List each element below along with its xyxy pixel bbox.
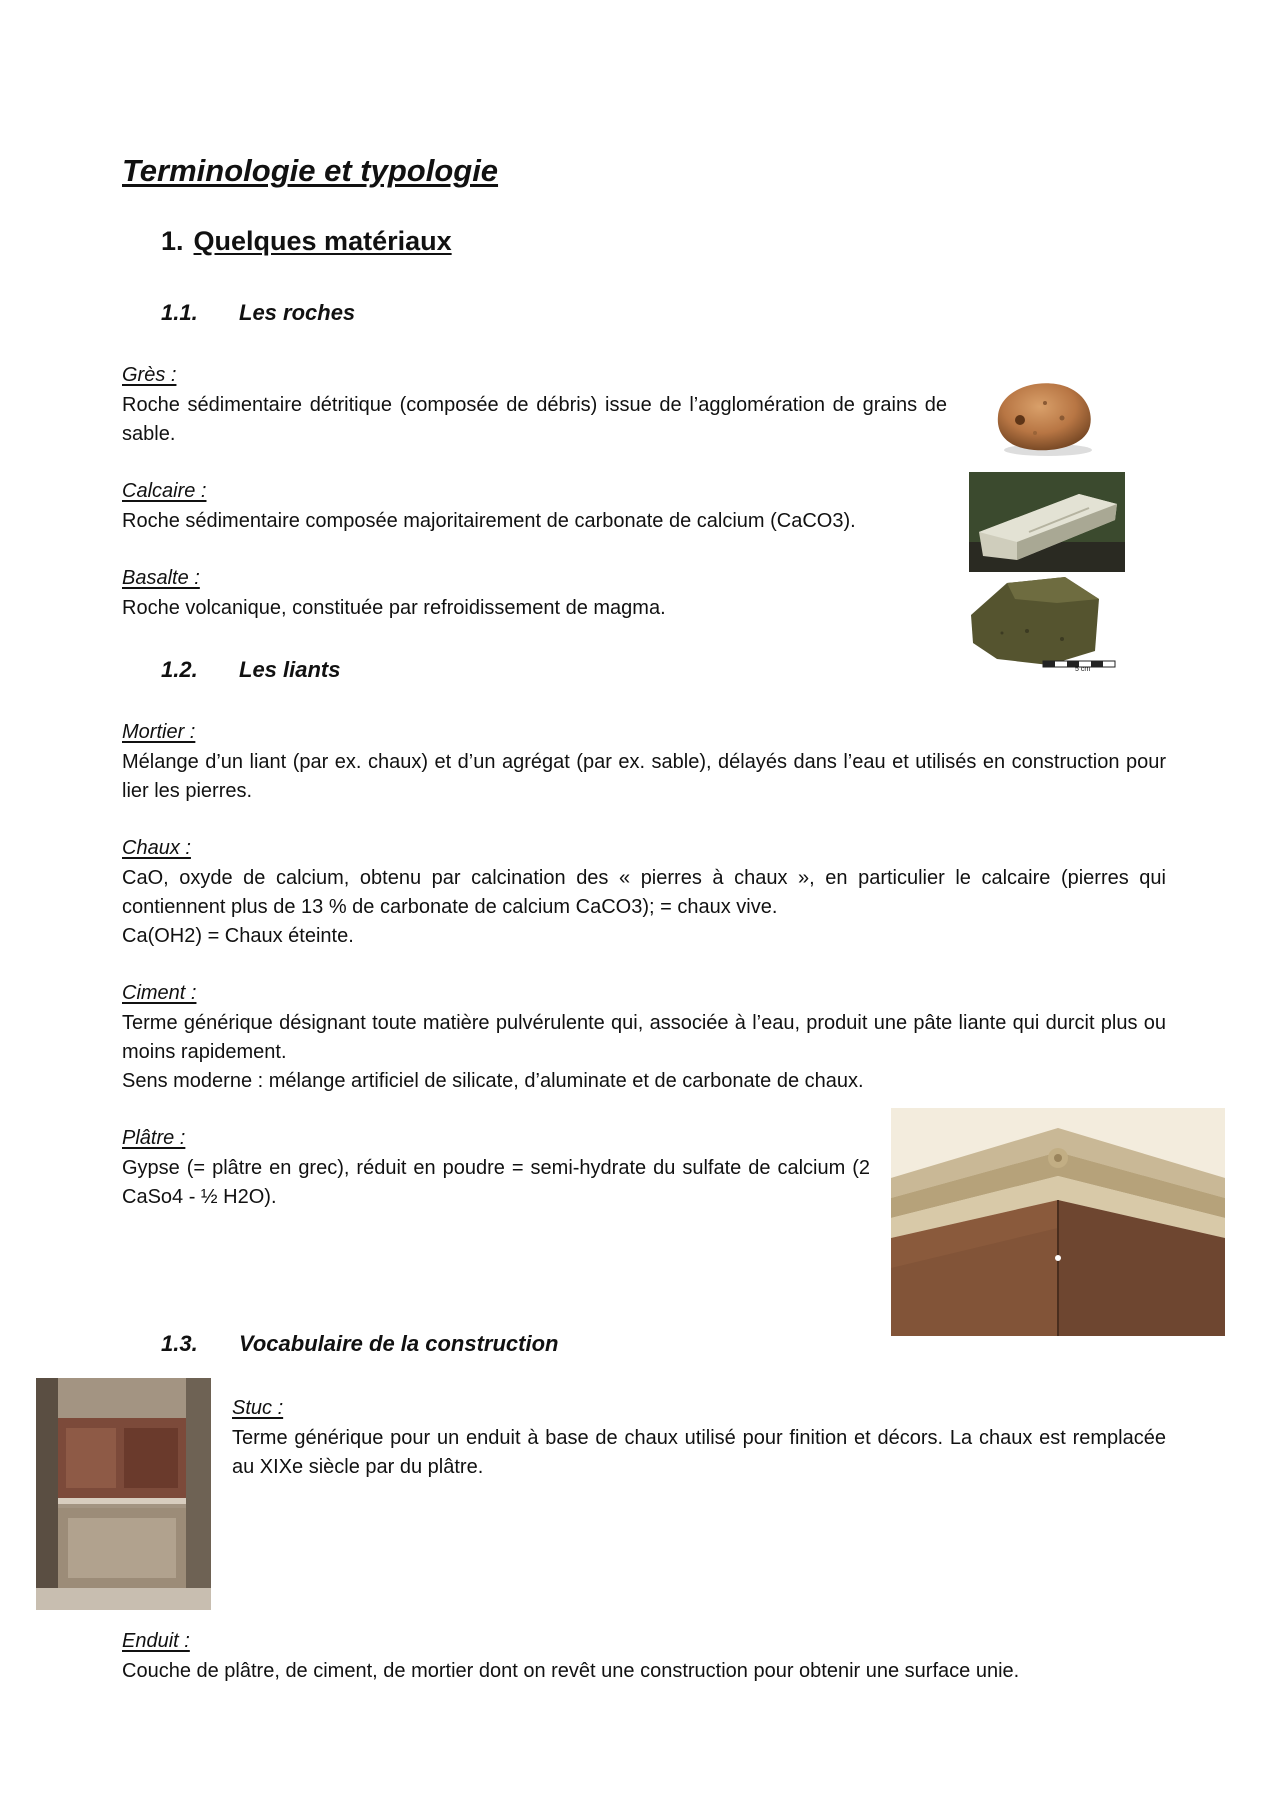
- definition-mortier: [122, 748, 1166, 806]
- subsection-number: 1.3.: [161, 1331, 198, 1356]
- definition-text: Roche sédimentaire composée majoritairement de carbonate de calcium (CaCO3).: [122, 510, 856, 532]
- definition-platre: [122, 1154, 870, 1212]
- subsection-title: Les roches: [239, 300, 356, 325]
- section-heading: [161, 226, 452, 257]
- calcaire-stone-image: [969, 472, 1125, 572]
- definition-text: Mélange d’un liant (par ex. chaux) et d’un agrégat (par ex. sable), délayés dans l’eau et utilisés en construction pour lier les pierres.: [122, 751, 1166, 802]
- definition-enduit: [122, 1657, 1166, 1686]
- term-ciment: Ciment :: [122, 982, 197, 1004]
- subsection-title: Vocabulaire de la construction: [239, 1331, 559, 1356]
- term-enduit: Enduit :: [122, 1630, 190, 1652]
- definition-stuc: [232, 1424, 1166, 1482]
- subsection-heading-liants: [161, 657, 340, 683]
- scale-label: 5 cm: [1075, 666, 1091, 673]
- term-stuc: Stuc :: [232, 1397, 284, 1419]
- term-mortier: Mortier :: [122, 721, 196, 743]
- page-title: Terminologie et typologie: [122, 153, 499, 188]
- definition-basalte: [122, 594, 952, 623]
- definition-chaux: [122, 864, 1166, 951]
- section-number: 1.: [161, 226, 184, 256]
- definition-text: Gypse (= plâtre en grec), réduit en poudre = semi-hydrate du sulfate de calcium (2 CaSo4 - ½ H2O).: [122, 1157, 870, 1208]
- definition-ciment: [122, 1009, 1166, 1096]
- term-platre: Plâtre :: [122, 1127, 186, 1149]
- subsection-heading-construction: [161, 1331, 558, 1357]
- definition-text: CaO, oxyde de calcium, obtenu par calcination des « pierres à chaux », en particulier le calcaire (pierres qui contiennent plus de 13 % de carbonate de calcium CaCO3); = chaux vive.: [122, 867, 1166, 918]
- term-chaux: Chaux :: [122, 837, 191, 859]
- gres-stone-image: [990, 378, 1098, 458]
- section-title: Quelques matériaux: [193, 226, 452, 256]
- subsection-number: 1.2.: [161, 657, 198, 682]
- definition-text: Sens moderne : mélange artificiel de silicate, d’aluminate et de carbonate de chaux.: [122, 1070, 864, 1092]
- subsection-title: Les liants: [239, 657, 341, 682]
- term-calcaire: Calcaire :: [122, 480, 207, 502]
- definition-calcaire: [122, 507, 952, 536]
- definition-text: Terme générique pour un enduit à base de chaux utilisé pour finition et décors. La chaux est remplacée au XIXe siècle par du plâtre.: [232, 1427, 1166, 1478]
- definition-text: Roche volcanique, constituée par refroidissement de magma.: [122, 597, 666, 619]
- term-basalte: Basalte :: [122, 567, 200, 589]
- stucco-wall-image: [36, 1378, 211, 1610]
- definition-text: Ca(OH2) = Chaux éteinte.: [122, 925, 354, 947]
- plaster-ceiling-image: [891, 1108, 1225, 1336]
- basalte-stone-image: [967, 573, 1117, 675]
- definition-text: Roche sédimentaire détritique (composée de débris) issue de l’agglomération de grains de sable.: [122, 394, 947, 445]
- subsection-number: 1.1.: [161, 300, 198, 325]
- subsection-heading-roches: [161, 300, 355, 326]
- definition-text: Couche de plâtre, de ciment, de mortier dont on revêt une construction pour obtenir une surface unie.: [122, 1660, 1020, 1682]
- term-gres: Grès :: [122, 364, 177, 386]
- definition-text: Terme générique désignant toute matière pulvérulente qui, associée à l’eau, produit une pâte liante qui durcit plus ou moins rapidement.: [122, 1012, 1166, 1063]
- definition-gres: [122, 391, 947, 449]
